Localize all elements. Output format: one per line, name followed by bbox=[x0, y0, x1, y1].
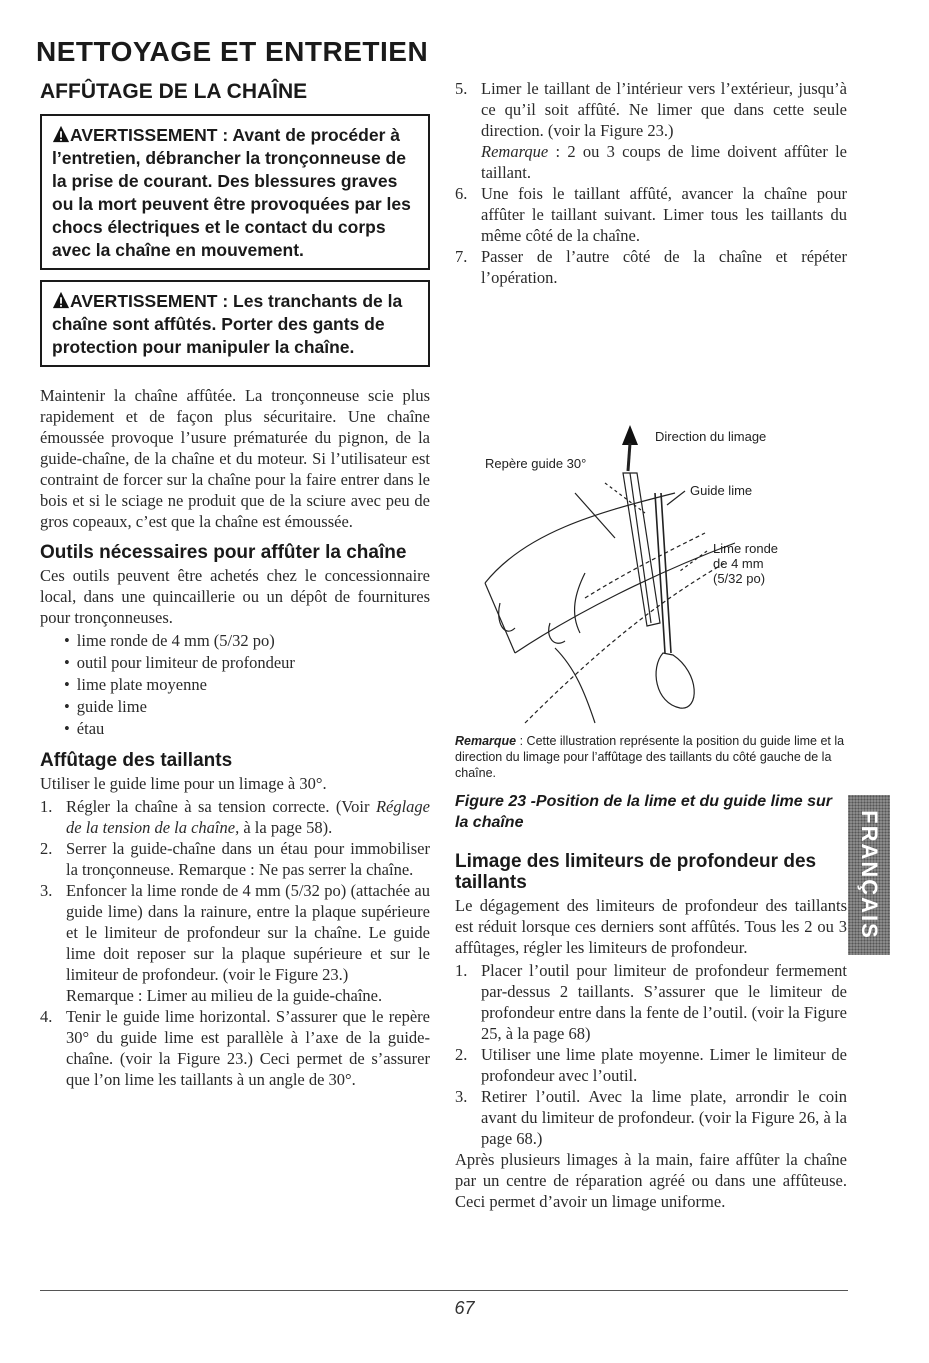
side-tab-label: FRANÇAIS bbox=[857, 810, 882, 940]
intro-paragraph: Maintenir la chaîne affûtée. La tronçonneuse scie plus rapidement et de façon plus sécuritaire. Une chaîne émoussée provoque l’usure prématurée du pignon, de la guide-chaîne, de la chaîne et du moteur. Si l’utilisateur est contraint de forcer sur la chaîne pour la faire entrer dans le bois et si le sciage ne produit que de la sciure avec peu de gros copeaux, c’est que la chaîne est émoussée. bbox=[40, 386, 430, 531]
cutters-intro: Utiliser le guide lime pour un limage à 30°. bbox=[40, 774, 327, 793]
figure-note: Remarque : Cette illustration représente la position du guide lime et la direction du limage pour l’affûtage des taillants du côté gauche de la chaîne. bbox=[455, 734, 845, 780]
list-item: • lime plate moyenne bbox=[64, 674, 430, 696]
list-item: 6. Une fois le taillant affûté, avancer la chaîne pour affûter le taillant suivant. Limer tous les taillants du même côté de la chaîne. bbox=[455, 184, 847, 245]
page-title: NETTOYAGE ET ENTRETIEN bbox=[36, 36, 429, 67]
list-item: 4. Tenir le guide lime horizontal. S’assurer que le repère 30° du guide lime est parallèle à l’axe de la guide-chaîne. (voir la Figure 23.) Ceci permet de s’assurer que l’on lime les taillants à un angle de 30°. bbox=[40, 1007, 430, 1089]
list-item: • outil pour limiteur de profondeur bbox=[64, 652, 430, 674]
section-title: AFFÛTAGE DE LA CHAÎNE bbox=[40, 80, 308, 103]
list-item: 5. Limer le taillant de l’intérieur vers l’extérieur, jusqu’à ce qu’il soit affûté. Ne limer que dans cette seule direction. (voir la Figure 23.) bbox=[455, 79, 847, 140]
list-item: 3. Enfoncer la lime ronde de 4 mm (5/32 po) (attachée au guide lime) dans la rainure, entre la plaque supérieure et le limiteur de profondeur sur la chaîne. Le guide lime doit reposer sur la plaque supérieure et sur le limiteur de profondeur. (voir le Figure 23.) bbox=[40, 881, 430, 984]
language-side-tab bbox=[848, 795, 890, 955]
figure-caption: Figure 23 -Position de la lime et du guide lime sur la chaîne bbox=[455, 793, 832, 831]
list-item: 1. Placer l’outil pour limiteur de profondeur fermement par-dessus 2 taillants. S’assurer que le limiteur de profondeur entre dans la fente de l’outil. (voir la Figure 25, à la page 68) bbox=[455, 961, 847, 1043]
warning-triangle-icon bbox=[52, 125, 70, 143]
tools-list bbox=[40, 630, 430, 740]
label-repere: Repère guide 30° bbox=[485, 456, 587, 471]
warning-box-cutters bbox=[40, 280, 430, 367]
list-item: 7. Passer de l’autre côté de la chaîne et répéter l’opération. bbox=[455, 247, 847, 287]
label-lime-2: de 4 mm bbox=[713, 556, 764, 571]
warning-text-power: AVERTISSEMENT : Avant de procéder à l’entretien, débrancher la tronçonneuse de la prise de courant. Des blessures graves ou la mort peuvent être provoquées par les chocs électriques et le contact du corps avec la chaîne en mouvement. bbox=[52, 125, 411, 260]
warning-text-cutters: AVERTISSEMENT : Les tranchants de la chaîne sont affûtés. Porter des gants de protection pour manipuler la chaîne. bbox=[52, 291, 403, 357]
list-item: 2. Serrer la guide-chaîne dans un étau pour immobiliser la tronçonneuse. Remarque : Ne pas serrer la chaîne. bbox=[40, 839, 430, 879]
warning-triangle-icon bbox=[52, 291, 70, 309]
label-lime-1: Lime ronde bbox=[713, 541, 779, 556]
left-column bbox=[40, 80, 430, 1090]
list-item: • lime ronde de 4 mm (5/32 po) bbox=[64, 630, 430, 652]
cutters-steps-part1 bbox=[40, 796, 430, 1090]
depth-paragraph: Le dégagement des limiteurs de profondeur des taillants est réduit lorsque ces derniers sont affûtés. Tous les 2 ou 3 affûtages, régler les limiteurs de profondeur. bbox=[455, 896, 847, 957]
depth-steps bbox=[455, 960, 847, 1149]
list-item: Remarque : 2 ou 3 coups de lime doivent affûter le taillant. bbox=[481, 142, 847, 182]
cutters-steps-part2 bbox=[455, 78, 847, 288]
label-guide: Guide lime bbox=[690, 483, 753, 498]
footer-divider bbox=[40, 1290, 848, 1291]
cutters-heading: Affûtage des taillants bbox=[40, 750, 233, 771]
list-item: 1. Régler la chaîne à sa tension correcte. (Voir Réglage de la tension de la chaîne, à la page 58). bbox=[40, 797, 430, 837]
label-direction: Direction du limage bbox=[655, 429, 767, 444]
list-item: 2. Utiliser une lime plate moyenne. Limer le limiteur de profondeur avec l’outil. bbox=[455, 1045, 847, 1085]
list-item: 3. Retirer l’outil. Avec la lime plate, arrondir le coin avant du limiteur de profondeur. (voir la Figure 26, à la page 68.) bbox=[455, 1087, 847, 1148]
label-lime-3: (5/32 po) bbox=[713, 571, 766, 586]
list-item: • guide lime bbox=[64, 696, 430, 718]
warning-box-power bbox=[40, 114, 430, 270]
figure-23-illustration bbox=[455, 423, 847, 733]
list-item: • étau bbox=[64, 718, 430, 740]
page-number: 67 bbox=[454, 1298, 475, 1318]
closing-paragraph: Après plusieurs limages à la main, faire affûter la chaîne par un centre de réparation agréé ou dans une affûteuse. Ceci permet d’avoir un limage uniforme. bbox=[455, 1150, 847, 1211]
right-column bbox=[455, 78, 847, 1212]
depth-heading: Limage des limiteurs de profondeur des taillants bbox=[455, 851, 817, 893]
list-item: Remarque : Limer au milieu de la guide-chaîne. bbox=[66, 986, 383, 1005]
tools-paragraph: Ces outils peuvent être achetés chez le concessionnaire local, dans une quincaillerie ou un dépôt de fournitures pour tronçonneuses. bbox=[40, 566, 430, 627]
tools-heading: Outils nécessaires pour affûter la chaîne bbox=[40, 542, 407, 563]
